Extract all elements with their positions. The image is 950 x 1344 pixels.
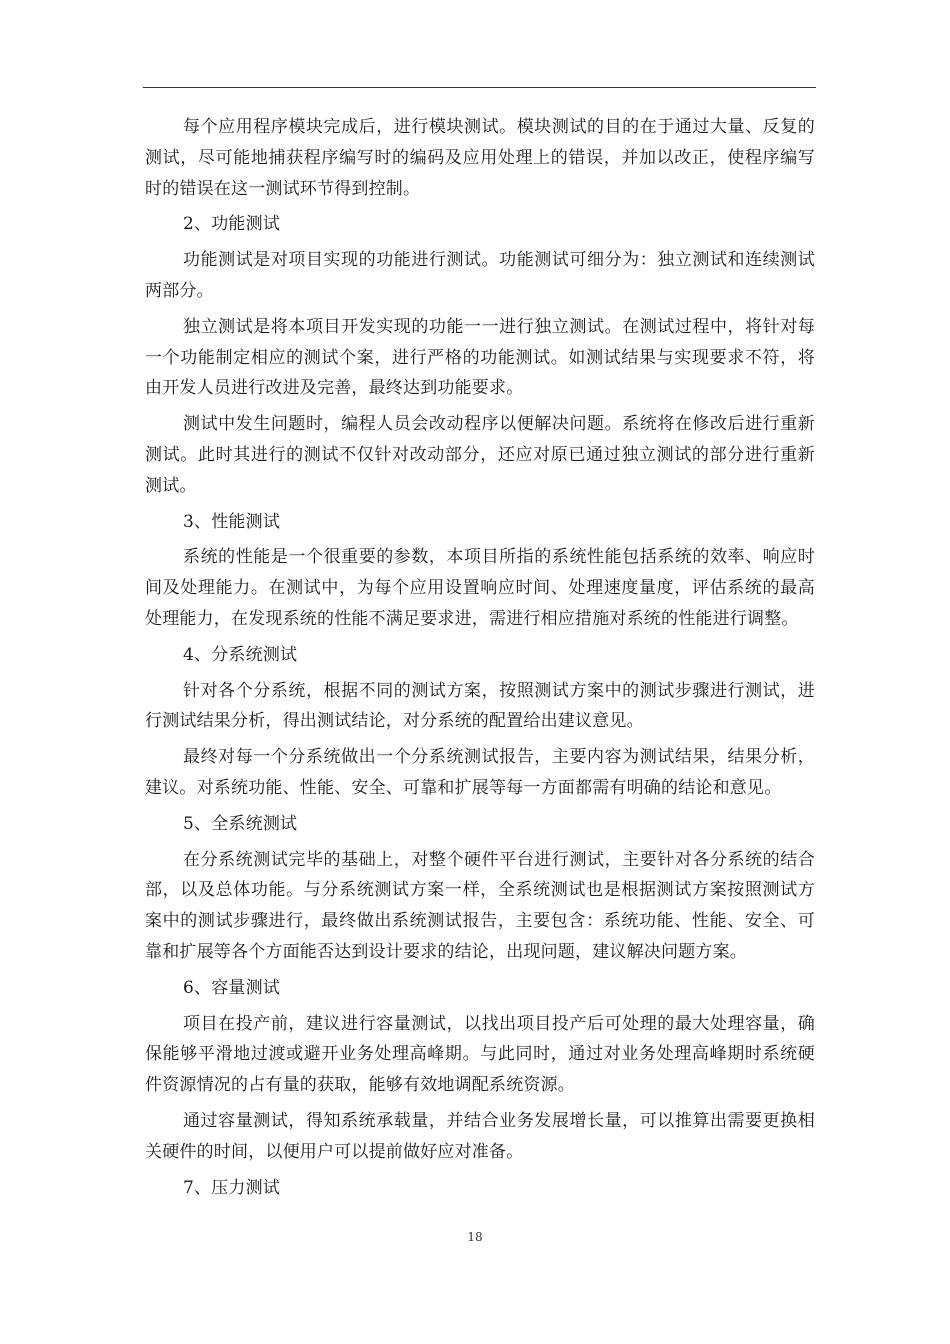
heading-capacity-test: 6、容量测试 [183,977,281,998]
paragraph-full-system-test: 在分系统测试完毕的基础上，对整个硬件平台进行测试，主要针对各分系统的结合部，以及总体功能。与分系统测试方案一样，全系统测试也是根据测试方案按照测试方案中的测试步骤进行，最终做出系统测试报告，主要包含：系统功能、性能、安全、可靠和扩展等各个方面能否达到设计要求的结论，出现问题，建议解决问题方案。 [145,849,815,962]
paragraph-retest: 测试中发生问题时，编程人员会改动程序以便解决问题。系统将在修改后进行重新测试。此时其进行的测试不仅针对改动部分，还应对原已通过独立测试的部分进行重新测试。 [145,414,815,496]
paragraph-module-test: 每个应用程序模块完成后，进行模块测试。模块测试的目的在于通过大量、反复的测试，尽可能地捕获程序编写时的编码及应用处理上的错误，并加以改正，使程序编写时的错误在这一测试环节得到控制。 [145,117,815,199]
paragraph-subsystem-report: 最终对每一个分系统做出一个分系统测试报告，主要内容为测试结果，结果分析，建议。对系统功能、性能、安全、可靠和扩展等每一方面都需有明确的结论和意见。 [145,747,815,798]
heading-function-test: 2、功能测试 [183,214,281,235]
heading-stress-test: 7、压力测试 [183,1177,281,1198]
body-text [145,112,815,1208]
heading-subsystem-test: 4、分系统测试 [183,644,298,665]
page-number: 18 [467,1230,483,1244]
paragraph-subsystem-test: 针对各个分系统，根据不同的测试方案，按照测试方案中的测试步骤进行测试，进行测试结果分析，得出测试结论，对分系统的配置给出建议意见。 [145,680,815,732]
header-rule [143,87,816,88]
paragraph-capacity-test: 项目在投产前，建议进行容量测试，以找出项目投产后可处理的最大处理容量，确保能够平滑地过渡或避开业务处理高峰期。与此同时，通过对业务处理高峰期时系统硬件资源情况的占有量的获取，能够有效地调配系统资源。 [145,1013,815,1096]
paragraph-function-test-intro: 功能测试是对项目实现的功能进行测试。功能测试可细分为：独立测试和连续测试两部分。 [145,250,815,301]
heading-performance-test: 3、性能测试 [183,511,281,532]
paragraph-independent-test: 独立测试是将本项目开发实现的功能一一进行独立测试。在测试过程中，将针对每一个功能制定相应的测试个案，进行严格的功能测试。如测试结果与实现要求不符，将由开发人员进行改进及完善，最终达到功能要求。 [145,316,815,399]
paragraph-performance-test: 系统的性能是一个很重要的参数，本项目所指的系统性能包括系统的效率、响应时间及处理能力。在测试中，为每个应用设置响应时间、处理速度量度，评估系统的最高处理能力，在发现系统的性能不满足要求进，需进行相应措施对系统的性能进行调整。 [145,547,815,629]
paragraph-capacity-result: 通过容量测试，得知系统承载量，并结合业务发展增长量，可以推算出需要更换相关硬件的时间，以便用户可以提前做好应对准备。 [145,1110,815,1162]
heading-full-system-test: 5、全系统测试 [183,813,298,834]
